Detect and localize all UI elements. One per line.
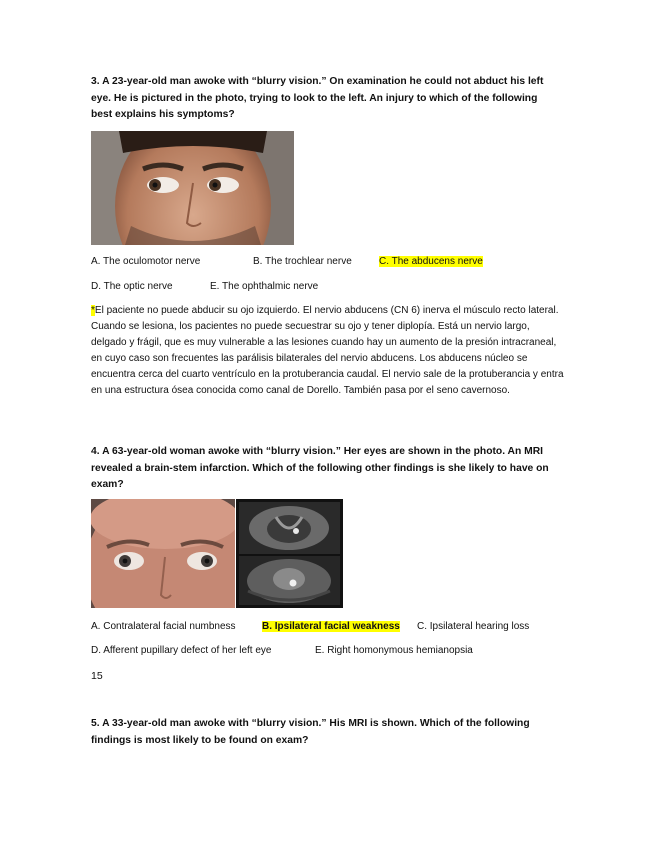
q3-option-c-correct[interactable]: C. The abducens nerve [379,256,483,267]
q3-option-a[interactable]: A. The oculomotor nerve [91,256,201,267]
page-number: 15 [91,670,103,682]
q4-option-a[interactable]: A. Contralateral facial numbness [91,621,236,632]
q3-option-b[interactable]: B. The trochlear nerve [253,256,352,267]
question-5-stem: 5. A 33-year-old man awoke with “blurry vision.” His MRI is shown. Which of the following findings is most likely to be found on exam? [91,718,530,746]
explanation-marker: * [91,305,95,316]
q3-option-e[interactable]: E. The ophthalmic nerve [210,281,319,292]
q4-option-c[interactable]: C. Ipsilateral hearing loss [417,621,530,632]
q4-option-e[interactable]: E. Right homonymous hemianopsia [315,645,473,656]
q4-option-d[interactable]: D. Afferent pupillary defect of her left eye [91,645,272,656]
q3-option-d[interactable]: D. The optic nerve [91,281,173,292]
question-3-stem: 3. A 23-year-old man awoke with “blurry vision.” On examination he could not abduct his left eye. He is pictured in the photo, trying to look to the left. An injury to which of the following best explains his symptoms? [91,76,544,120]
q3-patient-photo [91,131,294,245]
q4-mri-image [236,499,343,608]
q3-explanation: *El paciente no puede abducir su ojo izquierdo. El nervio abducens (CN 6) inerva el músculo recto lateral. Cuando se lesiona, los pacientes no puede secuestrar su ojo y tener diplopía. Está un nervio largo, delgado y frágil, que es muy vulnerable a las lesiones cuando hay un aumento de la presión intracraneal, en cuyo caso son frecuentes las parálisis bilaterales del nervio abducens. Los abducens núcleo se encuentra cerca del cuarto ventrículo en la protuberancia caudal. El nervio sale de la protuberancia y entra en una estructura ósea conocida como canal de Dorello. También pasa por el seno cavernoso. [91,305,564,397]
q4-patient-photo [91,499,235,608]
q4-option-b-correct[interactable]: B. Ipsilateral facial weakness [262,621,400,632]
question-4-stem: 4. A 63-year-old woman awoke with “blurry vision.” Her eyes are shown in the photo. An MRI revealed a brain-stem infarction. Which of the following other findings is she likely to have on exam? [91,446,549,490]
